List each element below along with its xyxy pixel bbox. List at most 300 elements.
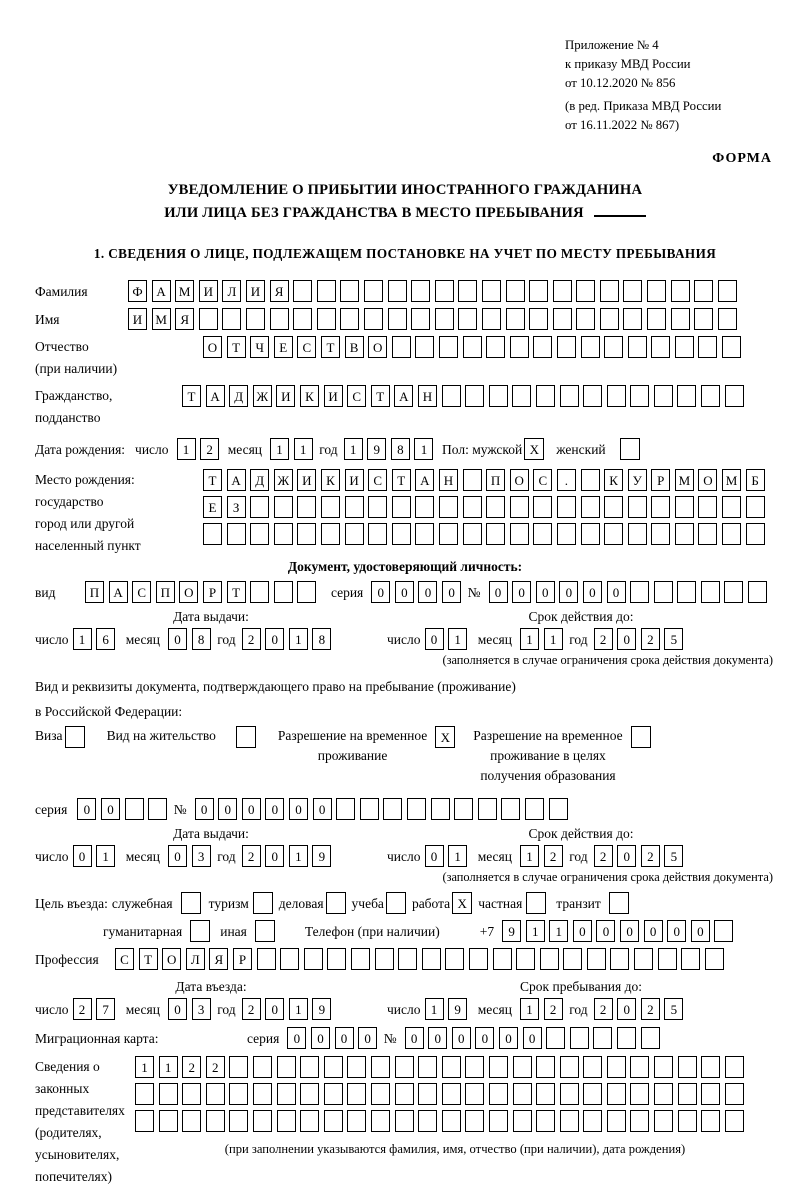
char-cell[interactable]: [418, 1056, 437, 1078]
char-cell[interactable]: [722, 496, 741, 518]
char-cell[interactable]: [560, 1110, 579, 1132]
char-cell[interactable]: [293, 280, 312, 302]
char-cell[interactable]: [553, 280, 572, 302]
char-cell[interactable]: 0: [395, 581, 414, 603]
char-cell[interactable]: 1: [448, 845, 467, 867]
char-cell[interactable]: [698, 336, 717, 358]
char-cell[interactable]: Р: [233, 948, 252, 970]
char-cell[interactable]: 2: [641, 628, 660, 650]
char-cell[interactable]: 0: [371, 581, 390, 603]
char-cell[interactable]: [675, 496, 694, 518]
char-cell[interactable]: [677, 385, 696, 407]
char-cell[interactable]: [628, 496, 647, 518]
char-cell[interactable]: [647, 280, 666, 302]
char-cell[interactable]: [678, 1110, 697, 1132]
char-cell[interactable]: Ф: [128, 280, 147, 302]
char-cell[interactable]: 6: [96, 628, 115, 650]
char-cell[interactable]: [536, 385, 555, 407]
char-cell[interactable]: [159, 1110, 178, 1132]
char-cell[interactable]: [486, 336, 505, 358]
char-cell[interactable]: [513, 1083, 532, 1105]
char-cell[interactable]: [368, 523, 387, 545]
char-cell[interactable]: [489, 1083, 508, 1105]
char-cell[interactable]: П: [85, 581, 104, 603]
char-cell[interactable]: [229, 1083, 248, 1105]
char-cell[interactable]: [415, 336, 434, 358]
char-cell[interactable]: 0: [583, 581, 602, 603]
char-cell[interactable]: К: [604, 469, 623, 491]
char-cell[interactable]: 9: [312, 998, 331, 1020]
char-cell[interactable]: Т: [227, 336, 246, 358]
char-cell[interactable]: [718, 280, 737, 302]
char-cell[interactable]: 2: [594, 845, 613, 867]
char-cell[interactable]: [698, 523, 717, 545]
char-cell[interactable]: [493, 948, 512, 970]
char-cell[interactable]: 0: [523, 1027, 542, 1049]
char-cell[interactable]: А: [152, 280, 171, 302]
char-cell[interactable]: [510, 496, 529, 518]
char-cell[interactable]: [371, 1110, 390, 1132]
char-cell[interactable]: [388, 280, 407, 302]
char-cell[interactable]: 9: [448, 998, 467, 1020]
char-cell[interactable]: 2: [73, 998, 92, 1020]
char-cell[interactable]: 0: [242, 798, 261, 820]
char-cell[interactable]: [557, 496, 576, 518]
char-cell[interactable]: [297, 523, 316, 545]
char-cell[interactable]: [280, 948, 299, 970]
char-cell[interactable]: [463, 469, 482, 491]
char-cell[interactable]: 2: [242, 845, 261, 867]
char-cell[interactable]: [418, 1083, 437, 1105]
char-cell[interactable]: 5: [664, 845, 683, 867]
char-cell[interactable]: [482, 280, 501, 302]
char-cell[interactable]: [458, 308, 477, 330]
char-cell[interactable]: [277, 1083, 296, 1105]
char-cell[interactable]: М: [152, 308, 171, 330]
char-cell[interactable]: [647, 308, 666, 330]
char-cell[interactable]: [658, 948, 677, 970]
char-cell[interactable]: [246, 308, 265, 330]
char-cell[interactable]: [347, 1056, 366, 1078]
char-cell[interactable]: 0: [428, 1027, 447, 1049]
char-cell[interactable]: [581, 523, 600, 545]
char-cell[interactable]: [454, 798, 473, 820]
char-cell[interactable]: 1: [73, 628, 92, 650]
char-cell[interactable]: 1: [289, 845, 308, 867]
char-cell[interactable]: И: [128, 308, 147, 330]
char-cell[interactable]: Ж: [274, 469, 293, 491]
char-cell[interactable]: [465, 385, 484, 407]
char-cell[interactable]: [364, 308, 383, 330]
char-cell[interactable]: [604, 523, 623, 545]
char-cell[interactable]: 2: [242, 628, 261, 650]
char-cell[interactable]: [510, 523, 529, 545]
char-cell[interactable]: [681, 948, 700, 970]
char-cell[interactable]: [392, 523, 411, 545]
char-cell[interactable]: [360, 798, 379, 820]
char-cell[interactable]: 0: [559, 581, 578, 603]
char-cell[interactable]: О: [179, 581, 198, 603]
char-cell[interactable]: [418, 1110, 437, 1132]
char-cell[interactable]: Е: [274, 336, 293, 358]
checkbox-temp-residence-education[interactable]: [631, 726, 651, 748]
char-cell[interactable]: 8: [192, 628, 211, 650]
char-cell[interactable]: А: [109, 581, 128, 603]
char-cell[interactable]: [724, 581, 743, 603]
char-cell[interactable]: [748, 581, 767, 603]
char-cell[interactable]: 1: [520, 998, 539, 1020]
char-cell[interactable]: [604, 336, 623, 358]
char-cell[interactable]: [654, 581, 673, 603]
char-cell[interactable]: 0: [452, 1027, 471, 1049]
char-cell[interactable]: [368, 496, 387, 518]
char-cell[interactable]: [628, 336, 647, 358]
char-cell[interactable]: 0: [313, 798, 332, 820]
char-cell[interactable]: [435, 308, 454, 330]
char-cell[interactable]: [293, 308, 312, 330]
char-cell[interactable]: [641, 1027, 660, 1049]
char-cell[interactable]: 2: [544, 845, 563, 867]
char-cell[interactable]: 8: [312, 628, 331, 650]
char-cell[interactable]: [463, 496, 482, 518]
char-cell[interactable]: [607, 1056, 626, 1078]
char-cell[interactable]: [694, 308, 713, 330]
char-cell[interactable]: 0: [499, 1027, 518, 1049]
char-cell[interactable]: [227, 523, 246, 545]
char-cell[interactable]: 3: [192, 845, 211, 867]
char-cell[interactable]: 2: [206, 1056, 225, 1078]
char-cell[interactable]: 0: [644, 920, 663, 942]
char-cell[interactable]: [392, 496, 411, 518]
char-cell[interactable]: 5: [664, 628, 683, 650]
char-cell[interactable]: 1: [520, 628, 539, 650]
char-cell[interactable]: [203, 523, 222, 545]
checkbox-purpose-business[interactable]: [326, 892, 346, 914]
char-cell[interactable]: [607, 1110, 626, 1132]
char-cell[interactable]: 0: [265, 798, 284, 820]
checkbox-sex-male[interactable]: X: [524, 438, 544, 460]
char-cell[interactable]: 0: [442, 581, 461, 603]
char-cell[interactable]: [654, 1056, 673, 1078]
char-cell[interactable]: [529, 308, 548, 330]
char-cell[interactable]: 0: [418, 581, 437, 603]
char-cell[interactable]: [694, 280, 713, 302]
char-cell[interactable]: В: [345, 336, 364, 358]
char-cell[interactable]: 9: [367, 438, 386, 460]
char-cell[interactable]: У: [628, 469, 647, 491]
char-cell[interactable]: Т: [227, 581, 246, 603]
char-cell[interactable]: 3: [192, 998, 211, 1020]
char-cell[interactable]: [364, 280, 383, 302]
char-cell[interactable]: 0: [596, 920, 615, 942]
char-cell[interactable]: [489, 1110, 508, 1132]
char-cell[interactable]: [489, 1056, 508, 1078]
char-cell[interactable]: [340, 280, 359, 302]
char-cell[interactable]: [327, 948, 346, 970]
char-cell[interactable]: [439, 496, 458, 518]
char-cell[interactable]: [654, 385, 673, 407]
char-cell[interactable]: [576, 308, 595, 330]
char-cell[interactable]: 1: [177, 438, 196, 460]
char-cell[interactable]: [705, 948, 724, 970]
char-cell[interactable]: [607, 1083, 626, 1105]
char-cell[interactable]: Ж: [253, 385, 272, 407]
char-cell[interactable]: [431, 798, 450, 820]
char-cell[interactable]: С: [533, 469, 552, 491]
char-cell[interactable]: [557, 523, 576, 545]
char-cell[interactable]: [465, 1110, 484, 1132]
char-cell[interactable]: [347, 1083, 366, 1105]
char-cell[interactable]: [300, 1110, 319, 1132]
char-cell[interactable]: [270, 308, 289, 330]
char-cell[interactable]: [229, 1110, 248, 1132]
char-cell[interactable]: 2: [594, 628, 613, 650]
char-cell[interactable]: [536, 1083, 555, 1105]
char-cell[interactable]: [604, 496, 623, 518]
char-cell[interactable]: 2: [200, 438, 219, 460]
char-cell[interactable]: [489, 385, 508, 407]
char-cell[interactable]: [478, 798, 497, 820]
char-cell[interactable]: 0: [425, 628, 444, 650]
char-cell[interactable]: [630, 1083, 649, 1105]
char-cell[interactable]: [439, 336, 458, 358]
char-cell[interactable]: Д: [229, 385, 248, 407]
char-cell[interactable]: З: [227, 496, 246, 518]
char-cell[interactable]: [630, 1056, 649, 1078]
char-cell[interactable]: [395, 1083, 414, 1105]
char-cell[interactable]: 2: [544, 998, 563, 1020]
checkbox-purpose-study[interactable]: [386, 892, 406, 914]
char-cell[interactable]: [701, 581, 720, 603]
char-cell[interactable]: 1: [414, 438, 433, 460]
char-cell[interactable]: [442, 1110, 461, 1132]
char-cell[interactable]: [529, 280, 548, 302]
char-cell[interactable]: И: [297, 469, 316, 491]
checkbox-temp-residence[interactable]: X: [435, 726, 455, 748]
char-cell[interactable]: [678, 1083, 697, 1105]
char-cell[interactable]: [250, 523, 269, 545]
char-cell[interactable]: 0: [168, 845, 187, 867]
char-cell[interactable]: [415, 523, 434, 545]
char-cell[interactable]: .: [557, 469, 576, 491]
char-cell[interactable]: [654, 1083, 673, 1105]
char-cell[interactable]: [583, 1083, 602, 1105]
char-cell[interactable]: Т: [203, 469, 222, 491]
char-cell[interactable]: [725, 1056, 744, 1078]
char-cell[interactable]: [698, 496, 717, 518]
char-cell[interactable]: [714, 920, 733, 942]
char-cell[interactable]: 1: [289, 628, 308, 650]
char-cell[interactable]: Т: [182, 385, 201, 407]
char-cell[interactable]: [501, 798, 520, 820]
char-cell[interactable]: [253, 1110, 272, 1132]
char-cell[interactable]: [651, 496, 670, 518]
char-cell[interactable]: [581, 469, 600, 491]
char-cell[interactable]: [725, 1110, 744, 1132]
char-cell[interactable]: [570, 1027, 589, 1049]
char-cell[interactable]: [701, 1083, 720, 1105]
char-cell[interactable]: А: [415, 469, 434, 491]
char-cell[interactable]: И: [199, 280, 218, 302]
char-cell[interactable]: 2: [641, 998, 660, 1020]
char-cell[interactable]: 0: [265, 628, 284, 650]
char-cell[interactable]: [277, 1056, 296, 1078]
char-cell[interactable]: 0: [475, 1027, 494, 1049]
char-cell[interactable]: П: [156, 581, 175, 603]
char-cell[interactable]: [435, 280, 454, 302]
char-cell[interactable]: [722, 523, 741, 545]
char-cell[interactable]: [250, 496, 269, 518]
char-cell[interactable]: [388, 308, 407, 330]
char-cell[interactable]: [623, 308, 642, 330]
char-cell[interactable]: [407, 798, 426, 820]
checkbox-sex-female[interactable]: [620, 438, 640, 460]
char-cell[interactable]: [317, 280, 336, 302]
char-cell[interactable]: [513, 1110, 532, 1132]
char-cell[interactable]: 0: [287, 1027, 306, 1049]
char-cell[interactable]: 7: [96, 998, 115, 1020]
char-cell[interactable]: [375, 948, 394, 970]
char-cell[interactable]: [371, 1056, 390, 1078]
char-cell[interactable]: [651, 336, 670, 358]
char-cell[interactable]: [442, 1056, 461, 1078]
char-cell[interactable]: [182, 1110, 201, 1132]
char-cell[interactable]: [533, 523, 552, 545]
char-cell[interactable]: 2: [594, 998, 613, 1020]
char-cell[interactable]: 0: [620, 920, 639, 942]
char-cell[interactable]: [583, 1056, 602, 1078]
char-cell[interactable]: 0: [218, 798, 237, 820]
char-cell[interactable]: [746, 523, 765, 545]
char-cell[interactable]: С: [368, 469, 387, 491]
char-cell[interactable]: 0: [168, 998, 187, 1020]
char-cell[interactable]: [297, 581, 316, 603]
checkbox-purpose-humanitarian[interactable]: [190, 920, 210, 942]
char-cell[interactable]: [274, 581, 293, 603]
char-cell[interactable]: [677, 581, 696, 603]
char-cell[interactable]: [560, 1056, 579, 1078]
char-cell[interactable]: [533, 496, 552, 518]
char-cell[interactable]: Р: [203, 581, 222, 603]
char-cell[interactable]: [671, 280, 690, 302]
char-cell[interactable]: [222, 308, 241, 330]
char-cell[interactable]: [600, 308, 619, 330]
char-cell[interactable]: [651, 523, 670, 545]
char-cell[interactable]: [336, 798, 355, 820]
char-cell[interactable]: [563, 948, 582, 970]
char-cell[interactable]: [317, 308, 336, 330]
char-cell[interactable]: Т: [392, 469, 411, 491]
checkbox-purpose-transit[interactable]: [609, 892, 629, 914]
checkbox-purpose-tourism[interactable]: [253, 892, 273, 914]
char-cell[interactable]: 0: [667, 920, 686, 942]
char-cell[interactable]: [671, 308, 690, 330]
char-cell[interactable]: [277, 1110, 296, 1132]
char-cell[interactable]: [725, 385, 744, 407]
char-cell[interactable]: [607, 385, 626, 407]
char-cell[interactable]: 5: [664, 998, 683, 1020]
char-cell[interactable]: [182, 1083, 201, 1105]
char-cell[interactable]: [560, 385, 579, 407]
char-cell[interactable]: 1: [425, 998, 444, 1020]
char-cell[interactable]: [297, 496, 316, 518]
char-cell[interactable]: Я: [209, 948, 228, 970]
char-cell[interactable]: [395, 1056, 414, 1078]
char-cell[interactable]: Б: [746, 469, 765, 491]
char-cell[interactable]: [628, 523, 647, 545]
char-cell[interactable]: С: [115, 948, 134, 970]
char-cell[interactable]: [135, 1083, 154, 1105]
char-cell[interactable]: 2: [182, 1056, 201, 1078]
char-cell[interactable]: [463, 523, 482, 545]
char-cell[interactable]: [560, 1083, 579, 1105]
char-cell[interactable]: [253, 1083, 272, 1105]
char-cell[interactable]: [321, 523, 340, 545]
char-cell[interactable]: Я: [175, 308, 194, 330]
char-cell[interactable]: [654, 1110, 673, 1132]
char-cell[interactable]: К: [300, 385, 319, 407]
char-cell[interactable]: 0: [358, 1027, 377, 1049]
char-cell[interactable]: [536, 1110, 555, 1132]
char-cell[interactable]: [469, 948, 488, 970]
char-cell[interactable]: [125, 798, 144, 820]
char-cell[interactable]: [675, 336, 694, 358]
char-cell[interactable]: 0: [573, 920, 592, 942]
char-cell[interactable]: Н: [439, 469, 458, 491]
char-cell[interactable]: С: [347, 385, 366, 407]
char-cell[interactable]: [398, 948, 417, 970]
char-cell[interactable]: [324, 1056, 343, 1078]
char-cell[interactable]: 1: [544, 628, 563, 650]
char-cell[interactable]: Е: [203, 496, 222, 518]
char-cell[interactable]: [675, 523, 694, 545]
char-cell[interactable]: [351, 948, 370, 970]
char-cell[interactable]: [525, 798, 544, 820]
char-cell[interactable]: 1: [294, 438, 313, 460]
checkbox-purpose-other[interactable]: [255, 920, 275, 942]
char-cell[interactable]: [630, 581, 649, 603]
char-cell[interactable]: О: [162, 948, 181, 970]
char-cell[interactable]: [340, 308, 359, 330]
char-cell[interactable]: [536, 1056, 555, 1078]
char-cell[interactable]: М: [175, 280, 194, 302]
char-cell[interactable]: 1: [270, 438, 289, 460]
char-cell[interactable]: [630, 385, 649, 407]
char-cell[interactable]: 0: [536, 581, 555, 603]
char-cell[interactable]: [324, 1083, 343, 1105]
char-cell[interactable]: [701, 385, 720, 407]
char-cell[interactable]: [581, 496, 600, 518]
char-cell[interactable]: [347, 1110, 366, 1132]
char-cell[interactable]: С: [132, 581, 151, 603]
char-cell[interactable]: Л: [186, 948, 205, 970]
char-cell[interactable]: [718, 308, 737, 330]
char-cell[interactable]: 0: [405, 1027, 424, 1049]
char-cell[interactable]: Р: [651, 469, 670, 491]
char-cell[interactable]: [465, 1056, 484, 1078]
char-cell[interactable]: 0: [311, 1027, 330, 1049]
char-cell[interactable]: [345, 496, 364, 518]
checkbox-purpose-private[interactable]: [526, 892, 546, 914]
char-cell[interactable]: [392, 336, 411, 358]
char-cell[interactable]: 0: [195, 798, 214, 820]
char-cell[interactable]: [593, 1027, 612, 1049]
char-cell[interactable]: 1: [135, 1056, 154, 1078]
char-cell[interactable]: С: [297, 336, 316, 358]
char-cell[interactable]: Т: [371, 385, 390, 407]
char-cell[interactable]: П: [486, 469, 505, 491]
char-cell[interactable]: [533, 336, 552, 358]
